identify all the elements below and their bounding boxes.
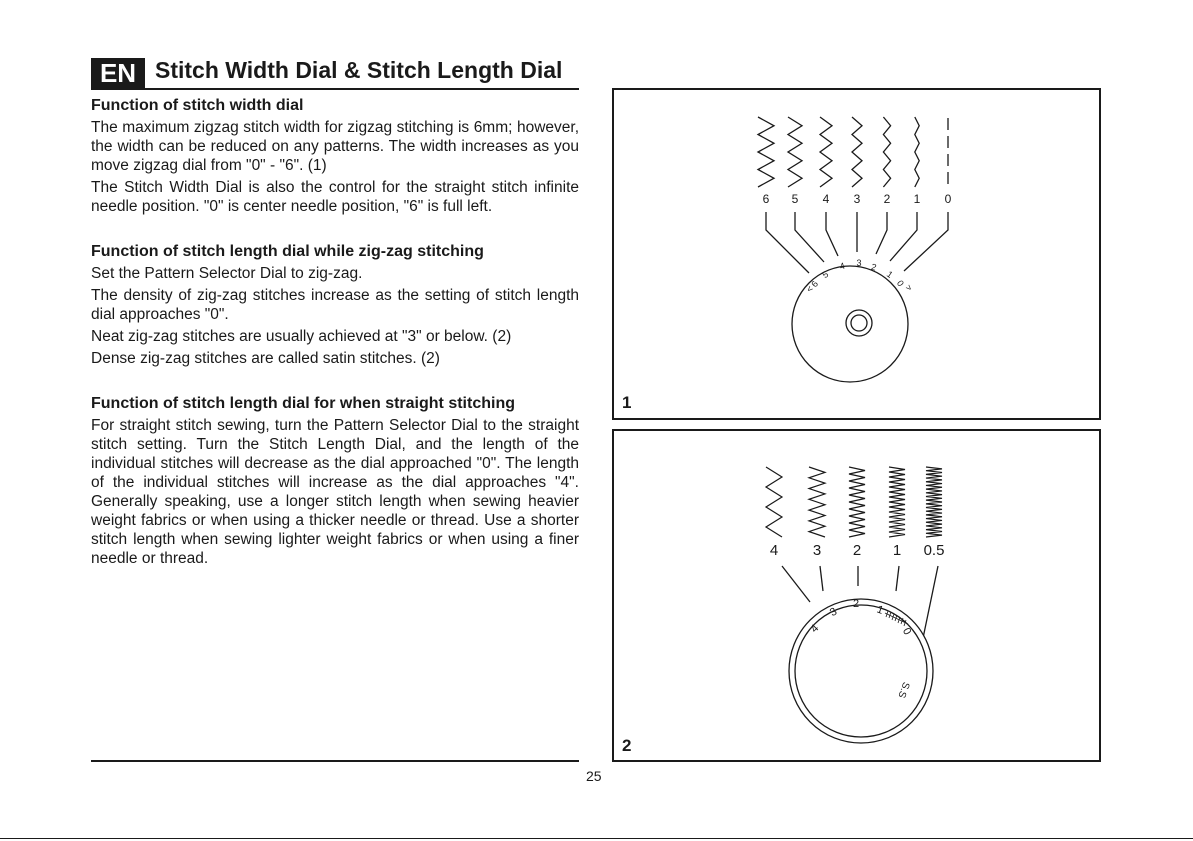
paragraph: Dense zig-zag stitches are called satin stitches. (2) [91,350,440,367]
section-heading: Function of stitch width dial [91,97,304,114]
dial-number: 0 [899,625,914,638]
dial-number: 1 [884,269,895,281]
leader-line [766,212,809,273]
dial-arrow-left: < [804,283,816,295]
paragraph: For straight stitch sewing, turn the Pattern Selector Dial to the straight stitch setting. Turn the Stitch Length Dial, and the length of the individual stitches will decrease as the dial approached "0". The length of the individual stitches will increase as the dial approaches "4". Generally speaking, use a longer stitch length when sewing heavier weight fabrics or when using a thicker needle or thread. Use a shorter stitch length when sewing lighter weight fabrics or when using a finer needle or thread. [91,417,579,567]
stitch-sample [915,117,919,187]
dial-number: 2 [852,598,860,610]
dial-number: 1 [875,603,885,617]
stitch-label: 6 [762,192,770,206]
width-stitch-samples [758,117,948,187]
stitch-label: 3 [853,192,861,206]
stitch-sample [766,467,782,537]
section-heading: Function of stitch length dial for when straight stitching [91,395,515,412]
length-dial-illustration [614,431,1099,760]
stitch-label: 1 [892,542,902,559]
page-edge-rule [0,838,1193,839]
stitch-sample [788,117,802,187]
leader-line [795,212,824,262]
dial-arrow-right: > [903,282,915,294]
dial-number: 4 [838,260,846,272]
width-dial-illustration [614,90,1099,418]
stitch-label: 4 [769,542,779,559]
leader-line [890,212,917,261]
stitch-sample [849,467,865,537]
language-badge: EN [91,58,145,89]
title-underline [91,88,579,90]
footer-rule [91,760,579,762]
leader-line [876,212,887,254]
stitch-label: 0 [944,192,952,206]
figure-number: 1 [622,393,632,412]
stitch-sample [809,467,825,537]
section-stitch-width [91,96,579,216]
section-length-straight [91,394,579,568]
section-heading: Function of stitch length dial while zig-zag stitching [91,243,484,260]
page-header [91,56,579,88]
stitch-sample [758,117,774,187]
paragraph: The density of zig-zag stitches increase as the setting of stitch length dial approaches "0". [91,287,579,323]
dial-number: 4 [808,622,822,636]
dial-number: 5 [820,269,831,281]
width-stitch-labels [763,192,952,206]
stitch-label: 4 [822,192,830,206]
paragraph: The maximum zigzag stitch width for zigzag stitching is 6mm; however, the width can be reduced on any patterns. The width increases as you move zigzag dial from "0" - "6". (1) [91,119,579,174]
stitch-label: 5 [791,192,799,206]
length-stitch-labels [770,542,945,559]
figure-stitch-width-dial [612,88,1101,420]
section-length-zigzag [91,242,579,368]
length-stitch-samples [766,467,942,537]
paragraph: The Stitch Width Dial is also the control for the straight stitch infinite needle position. "0" is center needle position, "6" is full left. [91,179,579,215]
figure-stitch-length-dial [612,429,1101,762]
dial-number: 0 [894,278,906,289]
stitch-label: 1 [913,192,921,206]
leader-line [820,566,823,591]
stitch-sample [852,117,862,187]
dial-number: 6 [809,278,821,290]
leader-line [782,566,810,602]
stitch-label: 3 [812,542,822,559]
leader-line [922,566,938,643]
dial-number: 3 [856,258,862,268]
dial-number: S.S [895,680,912,700]
figure-number: 2 [622,736,632,755]
stitch-label: 0.5 [923,542,945,559]
stitch-sample [883,117,890,187]
dial-number: 3 [827,605,840,620]
stitch-label: 2 [883,192,891,206]
leader-line [826,212,838,256]
leader-line [896,566,899,591]
text-column [91,96,579,571]
leader-line [904,212,948,271]
stitch-sample [820,117,832,187]
stitch-label: 2 [852,542,862,559]
paragraph: Neat zig-zag stitches are usually achieved at "3" or below. (2) [91,328,512,345]
stitch-sample [926,467,942,537]
dial-center-hub [851,315,867,331]
stitch-sample [889,467,905,537]
dial-number: 2 [870,261,878,273]
page-number: 25 [586,768,602,784]
paragraph: Set the Pattern Selector Dial to zig-zag. [91,265,363,282]
page-title: Stitch Width Dial & Stitch Length Dial [155,57,563,83]
